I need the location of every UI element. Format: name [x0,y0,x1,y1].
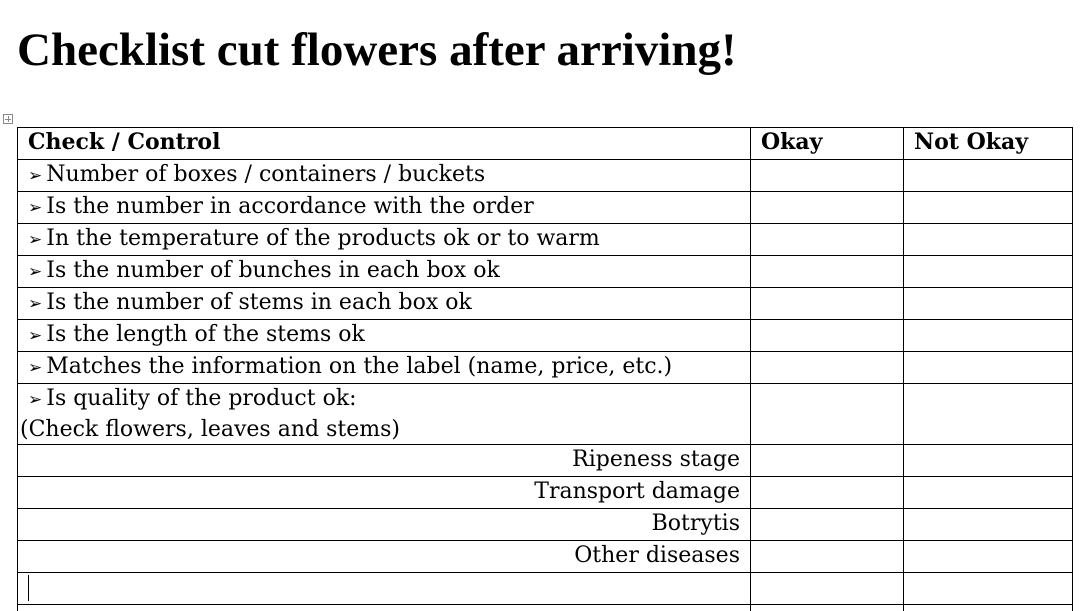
okay-cell[interactable] [751,509,904,541]
check-item[interactable] [18,352,751,384]
sub-check-item[interactable]: Botrytis [18,509,751,541]
not-okay-cell[interactable] [904,384,1073,445]
bullet-arrow-icon: ➢ [28,262,43,282]
okay-cell[interactable] [751,541,904,573]
check-item-label: Is the number of stems in each box ok [46,290,472,315]
check-item-label: Matches the information on the label (name, price, etc.) [46,354,673,379]
table-row [18,541,1073,573]
check-item[interactable] [18,288,751,320]
sub-check-item[interactable]: Other diseases [18,541,751,573]
not-okay-cell[interactable] [904,605,1073,611]
check-item-label: Is the number in accordance with the order [46,194,534,219]
header-okay: Okay [751,128,904,160]
check-item[interactable] [18,192,751,224]
not-okay-cell[interactable] [904,192,1073,224]
table-row [18,160,1073,192]
table-row [18,320,1073,352]
sub-check-item[interactable]: Ripeness stage [18,445,751,477]
table-move-handle-icon[interactable] [3,114,13,124]
not-okay-cell[interactable] [904,288,1073,320]
quality-item-label: Is quality of the product ok: [46,386,357,411]
bullet-arrow-icon: ➢ [28,326,43,346]
bullet-arrow-icon: ➢ [28,198,43,218]
okay-cell[interactable] [751,477,904,509]
empty-cell-active[interactable] [18,573,751,605]
okay-cell[interactable] [751,160,904,192]
bullet-arrow-icon: ➢ [28,230,43,250]
table-row [18,445,1073,477]
not-okay-cell[interactable] [904,320,1073,352]
table-row [18,224,1073,256]
check-item[interactable] [18,256,751,288]
bullet-arrow-icon: ➢ [28,294,43,314]
bullet-arrow-icon: ➢ [28,390,43,410]
check-item[interactable] [18,160,751,192]
not-okay-cell[interactable] [904,256,1073,288]
okay-cell[interactable] [751,224,904,256]
check-item-label: Is the length of the stems ok [46,322,365,347]
check-item[interactable] [18,320,751,352]
table-header-row [18,128,1073,160]
text-cursor [28,575,29,601]
not-okay-cell[interactable] [904,509,1073,541]
check-item-quality[interactable] [18,384,751,445]
okay-cell[interactable] [751,192,904,224]
check-item-label: Number of boxes / containers / buckets [46,162,486,187]
okay-cell[interactable] [751,288,904,320]
not-okay-cell[interactable] [904,477,1073,509]
okay-cell[interactable] [751,352,904,384]
okay-cell[interactable] [751,573,904,605]
okay-cell[interactable] [751,320,904,352]
not-okay-cell[interactable] [904,160,1073,192]
okay-cell[interactable] [751,256,904,288]
not-okay-cell[interactable] [904,352,1073,384]
not-okay-cell[interactable] [904,541,1073,573]
table-row [18,288,1073,320]
document-title: Checklist cut flowers after arriving! [17,24,737,76]
table-row [18,192,1073,224]
table-row [18,477,1073,509]
check-item-label: Is the number of bunches in each box ok [46,258,500,283]
header-not-okay: Not Okay [904,128,1073,160]
okay-cell[interactable] [751,384,904,445]
sub-check-item[interactable]: Transport damage [18,477,751,509]
checklist-table [17,127,1073,611]
not-okay-cell[interactable] [904,445,1073,477]
okay-cell[interactable] [751,605,904,611]
bullet-arrow-icon: ➢ [28,166,43,186]
bullet-arrow-icon: ➢ [28,358,43,378]
okay-cell[interactable] [751,445,904,477]
check-item-label: In the temperature of the products ok or to warm [46,226,600,251]
table-row-empty [18,573,1073,605]
table-row [18,509,1073,541]
table-row [18,256,1073,288]
table-row-empty [18,605,1073,611]
not-okay-cell[interactable] [904,573,1073,605]
header-check-control: Check / Control [18,128,751,160]
table-row [18,352,1073,384]
not-okay-cell[interactable] [904,224,1073,256]
quality-item-note: (Check flowers, leaves and stems) [20,417,400,442]
table-row [18,384,1073,445]
empty-cell[interactable] [18,605,751,611]
check-item[interactable] [18,224,751,256]
